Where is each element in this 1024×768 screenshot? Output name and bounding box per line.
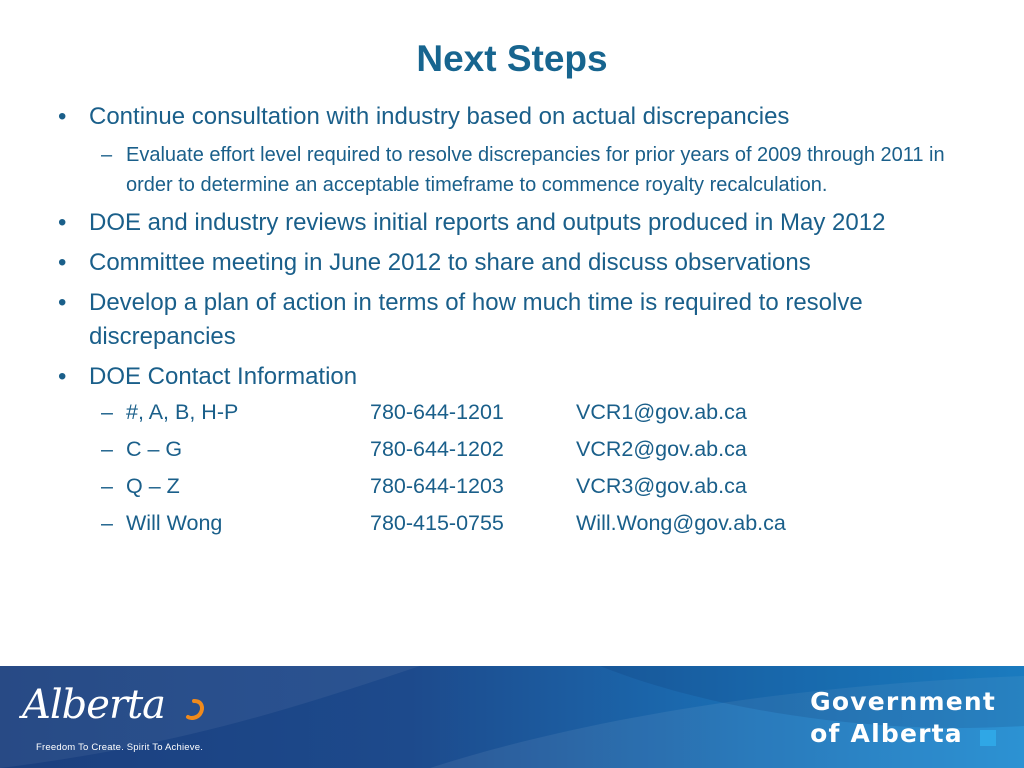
contact-range: #, A, B, H-P (126, 400, 239, 424)
contact-row (58, 434, 978, 464)
contact-phone: 780-644-1202 (370, 437, 504, 461)
contact-row (58, 397, 978, 427)
footer-banner (0, 666, 1024, 768)
bullet-item (58, 360, 978, 394)
contact-email: VCR3@gov.ab.ca (576, 474, 747, 498)
contact-range: C – G (126, 437, 183, 461)
government-of-alberta-wordmark (810, 686, 996, 750)
bullet-icon: • (58, 363, 67, 390)
contact-phone: 780-644-1201 (370, 400, 504, 424)
contact-list (58, 397, 978, 538)
contact-row (58, 471, 978, 501)
bullet-icon: • (58, 289, 67, 316)
contact-phone: 780-644-1203 (370, 474, 504, 498)
square-icon (980, 730, 996, 746)
contact-email: VCR1@gov.ab.ca (576, 400, 747, 424)
bullet-item (58, 206, 978, 240)
bullet-icon: • (58, 249, 67, 276)
bullet-item (58, 100, 978, 134)
contact-range: Will Wong (126, 511, 223, 535)
bullet-icon: • (58, 209, 67, 236)
contact-row (58, 508, 978, 538)
gov-line-1: Government (810, 687, 996, 716)
dash-icon: – (101, 474, 113, 498)
slide-content (58, 100, 978, 545)
bullet-icon: • (58, 103, 67, 130)
bullet-text: Develop a plan of action in terms of how much time is required to resolve discrepancies (89, 289, 863, 350)
alberta-logo (18, 674, 218, 732)
contact-email: VCR2@gov.ab.ca (576, 437, 747, 461)
sub-list (58, 140, 978, 200)
bullet-text: DOE and industry reviews initial reports and outputs produced in May 2012 (89, 209, 886, 236)
contact-email: Will.Wong@gov.ab.ca (576, 511, 786, 535)
bullet-item (58, 286, 978, 354)
contact-range: Q – Z (126, 474, 180, 498)
sub-item-text: Evaluate effort level required to resolve discrepancies for prior years of 2009 through 2011 in order to determine an acceptable timeframe to commence royalty recalculation. (126, 144, 945, 196)
dash-icon: – (101, 400, 113, 424)
bullet-text: Committee meeting in June 2012 to share and discuss observations (89, 249, 811, 276)
gov-line-2: of Alberta (810, 719, 963, 748)
dash-icon: – (101, 437, 113, 461)
dash-icon: – (101, 144, 113, 166)
bullet-item (58, 246, 978, 280)
slide-title: Next Steps (416, 38, 608, 79)
footer-tagline: Freedom To Create. Spirit To Achieve. (36, 742, 204, 753)
dash-icon: – (101, 511, 113, 535)
contact-phone: 780-415-0755 (370, 511, 504, 535)
sub-item (58, 140, 978, 200)
svg-text:Alberta: Alberta (22, 682, 165, 728)
bullet-text: Continue consultation with industry based on actual discrepancies (89, 103, 790, 130)
bullet-text: DOE Contact Information (89, 363, 358, 390)
